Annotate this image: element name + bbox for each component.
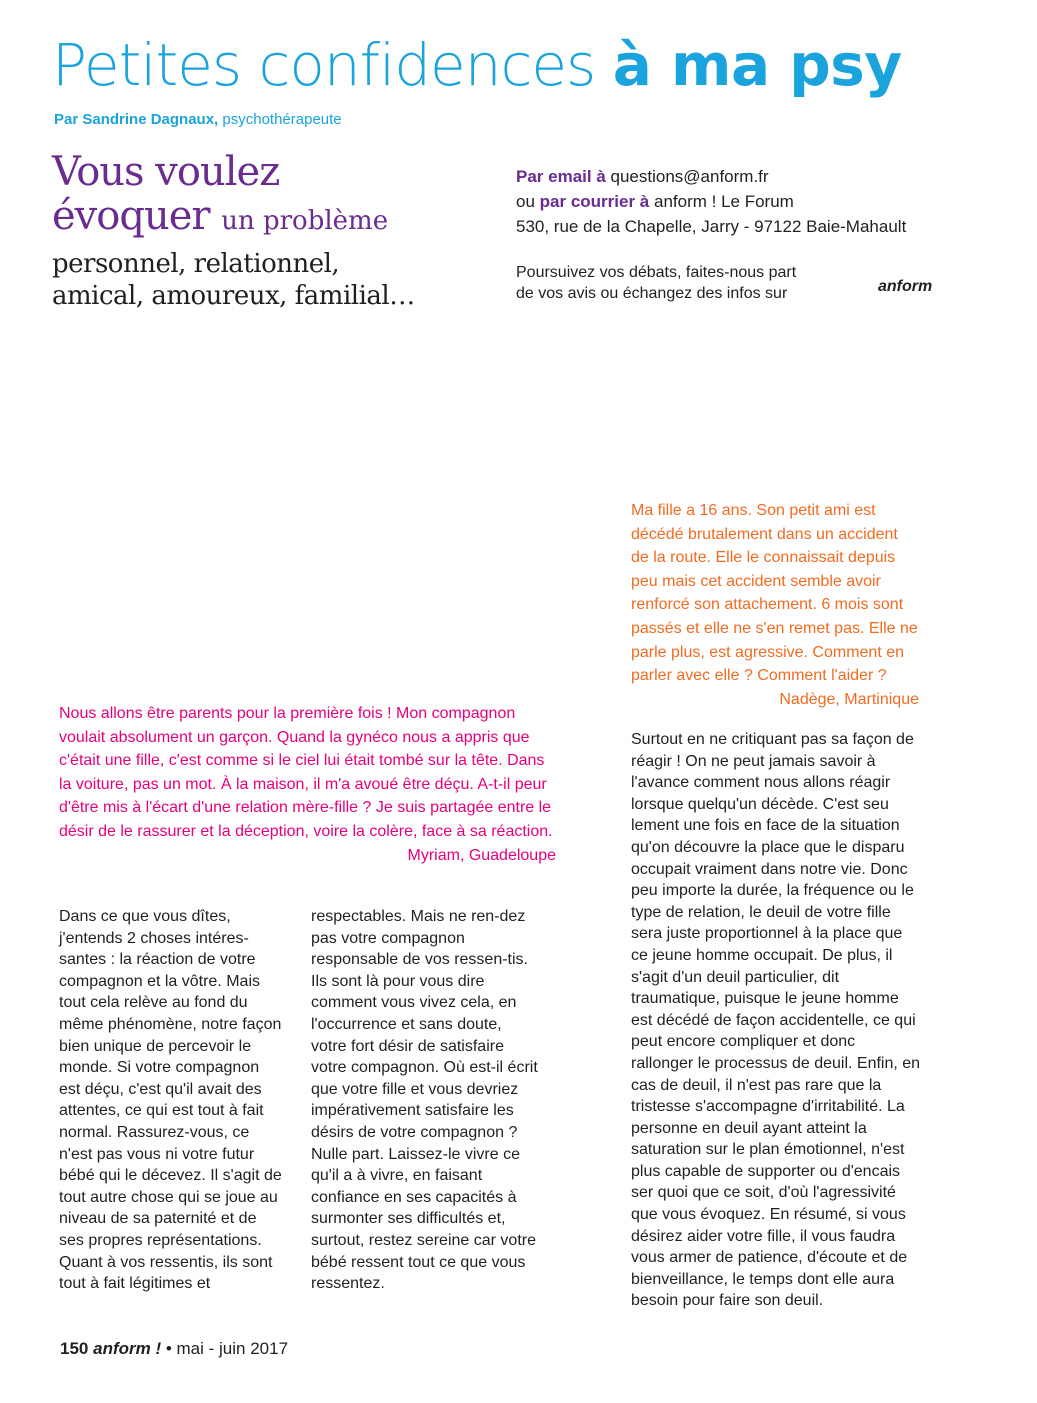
intro-line-1: Vous voulez <box>52 149 280 195</box>
email-address[interactable]: questions@anform.fr <box>610 167 769 186</box>
intro-heading <box>52 150 388 243</box>
email-label: Par email à <box>516 167 606 186</box>
intro-line-4: amical, amoureux, familial… <box>52 281 415 311</box>
page-number: 150 <box>60 1339 89 1358</box>
letter-pink-signature: Myriam, Guadeloupe <box>407 846 556 864</box>
intro-line-2 <box>52 194 388 243</box>
forum-brand: anform <box>878 278 933 295</box>
intro-line-3: personnel, relationnel, <box>52 249 340 279</box>
footer-issue: • mai - juin 2017 <box>165 1339 289 1358</box>
answer-column-3: Surtout en ne critiquant pas sa façon de réagir ! On ne peut jamais savoir à l'avance comment nous allons réagir lorsque quelqu'un décède. C'est seu lement une fois en face de la situation qu'on découvre la place que le disparu occupait vraiment dans notre vie. Donc peu importe la durée, la fréquence ou le type de relation, le deuil de votre fille sera juste proportionnel à la place que ce jeune homme occupait. De plus, il s'agit d'un deuil particulier, dit traumatique, puisque le jeune homme est décédé de façon accidentelle, ce qui peut encore compliquer et donc rallonger le processus de deuil. Enfin, en cas de deuil, il n'est pas rare que la tristesse s'accompagne d'irritabilité. La personne en deuil ayant atteint la saturation sur le plan émotionnel, n'est plus capable de supporter ou d'encais ser quoi que ce soit, d'où l'agressivité que vous évoquez. En résumé, si vous désirez aider votre fille, il vous faudra vous armer de patience, d'écoute et de bienveillance, le temps dont elle aura besoin pour faire son deuil. <box>631 731 921 1310</box>
forum-line-2: de vos avis ou échangez des infos sur <box>516 285 788 302</box>
answer-column-2: respectables. Mais ne ren-dez pas votre compagnon responsable de vos ressen-tis. Ils sont là pour vous dire comment vous vivez cela, en l'occurrence et sans doute, votre fort désir de satisfaire votre compagnon. Où est-il écrit que votre fille et vous devriez impérativement satisfaire les désirs de votre compagnon ? Nulle part. Laissez-le vivre ce qu'il a à vivre, en faisant confiance en ses capacités à surmonter ses difficultés et, surtout, restez sereine car votre bébé ressent tout ce que vous ressentez. <box>311 908 538 1293</box>
forum-line-1: Poursuivez vos débats, faites-nous part <box>516 264 797 281</box>
intro-subheading <box>52 248 415 312</box>
or-text: ou <box>516 192 535 211</box>
letter-orange-text: Ma fille a 16 ans. Son petit ami est décédé brutalement dans un accident de la route. Elle le connaissait depuis peu mais cet accident semble avoir renforcé son attachement. 6 mois sont passés et elle ne s'en remet pas. Elle ne parle plus, est agressive. Comment en parler avec elle ? Comment l'aider ? <box>631 502 918 685</box>
post-name: anform ! Le Forum <box>654 192 794 211</box>
post-label: par courrier à <box>539 192 650 211</box>
contact-email-line <box>516 164 906 189</box>
footer-brand: anform ! <box>93 1339 162 1358</box>
answer-column-1: Dans ce que vous dîtes, j'entends 2 choses intéres-santes : la réaction de votre compagnon et la vôtre. Mais tout cela relève au fond du même phénomène, notre façon bien unique de percevoir le monde. Si votre compagnon est déçu, c'est qu'il avait des attentes, ce qui est tout à fait normal. Rassurez-vous, ce n'est pas vous ni votre futur bébé qui le décevez. Il s'agit de tout autre chose qui se joue au niveau de sa paternité et de ses propres représentations. Quant à vos ressentis, ils sont tout à fait légitimes et <box>59 908 282 1293</box>
intro-line-2-main: évoquer <box>52 193 210 239</box>
postal-address: 530, rue de la Chapelle, Jarry - 97122 Baie-Mahault <box>516 217 907 236</box>
forum-note <box>516 262 796 304</box>
intro-line-2-small: un problème <box>221 206 389 236</box>
contact-post-line <box>516 189 906 214</box>
byline <box>54 111 342 128</box>
letter-orange-signature: Nadège, Martinique <box>779 690 919 708</box>
title-light: Petites confidences <box>52 31 596 99</box>
page-title <box>52 30 902 100</box>
reader-letter-orange <box>631 499 919 711</box>
author-role: psychothérapeute <box>222 111 342 128</box>
reader-letter-pink <box>59 702 556 867</box>
contact-block <box>516 164 906 239</box>
title-bold: à ma psy <box>612 31 902 99</box>
author-name: Par Sandrine Dagnaux, <box>54 111 219 128</box>
letter-pink-text: Nous allons être parents pour la première fois ! Mon compagnon voulait absolument un garçon. Quand la gynéco nous a appris que c'était une fille, c'est comme si le ciel lui était tombé sur la tête. Dans la voiture, pas un mot. À la maison, il m'a avoué être déçu. A-t-il peur d'être mis à l'écart d'une relation mère-fille ? Je suis partagée entre le désir de le rassurer et la déception, voire la colère, face à sa réaction. <box>59 705 553 840</box>
page-footer <box>60 1339 288 1359</box>
